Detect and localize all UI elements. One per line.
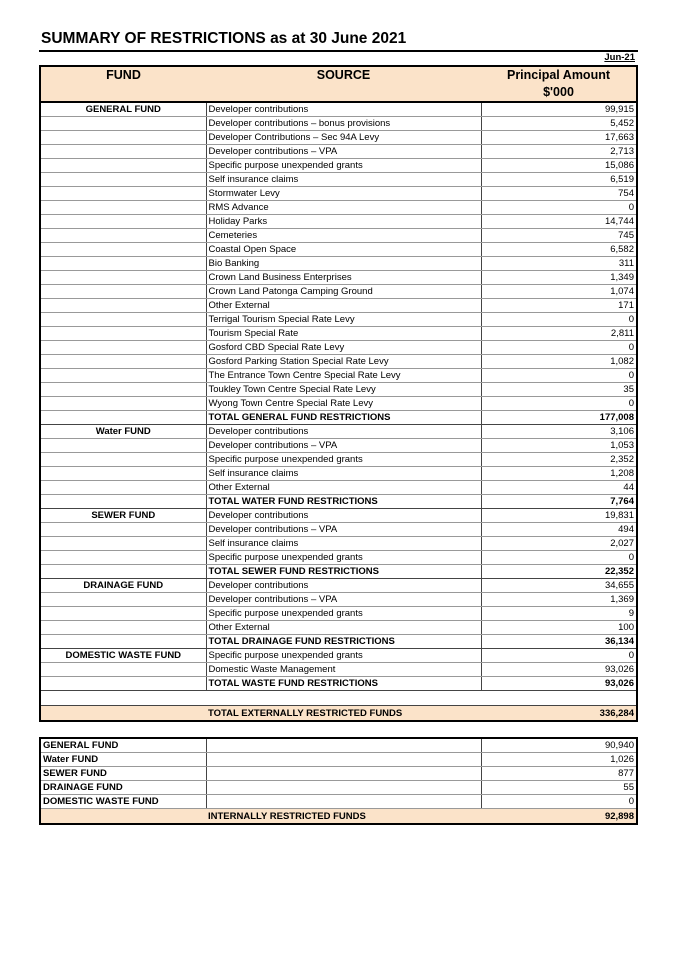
source-cell: Wyong Town Centre Special Rate Levy [206, 397, 481, 411]
total-amount: 177,008 [481, 411, 637, 425]
amount-cell: 99,915 [481, 102, 637, 117]
source-cell: Developer contributions [206, 579, 481, 593]
source-cell: Specific purpose unexpended grants [206, 453, 481, 467]
fund-cell [40, 215, 206, 229]
fund-cell [40, 607, 206, 621]
amount-cell: 93,026 [481, 663, 637, 677]
fund-cell [40, 551, 206, 565]
amount-cell: 2,811 [481, 327, 637, 341]
amount-cell: 1,349 [481, 271, 637, 285]
fund-total-row [40, 677, 637, 691]
total-label: TOTAL WASTE FUND RESTRICTIONS [206, 677, 481, 691]
empty-cell [206, 795, 481, 809]
table-row [40, 313, 637, 327]
source-cell: Bio Banking [206, 257, 481, 271]
table-row [40, 607, 637, 621]
table-row [40, 341, 637, 355]
table-row [40, 145, 637, 159]
table-row [40, 131, 637, 145]
amount-cell: 5,452 [481, 117, 637, 131]
source-cell: Specific purpose unexpended grants [206, 159, 481, 173]
amount-cell: 6,519 [481, 173, 637, 187]
empty-cell [206, 767, 481, 781]
source-cell: Self insurance claims [206, 173, 481, 187]
empty-cell [481, 691, 637, 706]
table-row [40, 551, 637, 565]
fund-cell [40, 565, 206, 579]
table-row [40, 738, 637, 753]
amount-cell: 494 [481, 523, 637, 537]
table-row [40, 425, 637, 439]
total-label: TOTAL SEWER FUND RESTRICTIONS [206, 565, 481, 579]
table-row [40, 453, 637, 467]
source-cell: Gosford Parking Station Special Rate Levy [206, 355, 481, 369]
empty-cell [40, 809, 206, 825]
table-row [40, 767, 637, 781]
amount-cell: 0 [481, 369, 637, 383]
source-cell: Crown Land Patonga Camping Ground [206, 285, 481, 299]
amount-cell: 0 [481, 795, 637, 809]
total-label: TOTAL DRAINAGE FUND RESTRICTIONS [206, 635, 481, 649]
amount-cell: 1,082 [481, 355, 637, 369]
table-row [40, 383, 637, 397]
amount-cell: 2,713 [481, 145, 637, 159]
source-cell: Developer contributions – VPA [206, 593, 481, 607]
amount-cell: 311 [481, 257, 637, 271]
total-amount: 36,134 [481, 635, 637, 649]
amount-cell: 6,582 [481, 243, 637, 257]
fund-cell: DOMESTIC WASTE FUND [40, 649, 206, 663]
fund-cell [40, 327, 206, 341]
table-row [40, 593, 637, 607]
source-cell: Developer contributions [206, 102, 481, 117]
fund-total-row [40, 495, 637, 509]
amount-cell: 2,352 [481, 453, 637, 467]
fund-cell [40, 537, 206, 551]
source-cell: Developer contributions – VPA [206, 523, 481, 537]
fund-cell [40, 299, 206, 313]
table-row [40, 299, 637, 313]
fund-cell [40, 453, 206, 467]
source-cell: Stormwater Levy [206, 187, 481, 201]
table-row [40, 481, 637, 495]
grand-total-amount: 336,284 [481, 706, 637, 722]
amount-cell: 0 [481, 551, 637, 565]
fund-header: FUND [40, 66, 206, 102]
source-cell: Coastal Open Space [206, 243, 481, 257]
source-cell: Developer contributions – VPA [206, 145, 481, 159]
table-row [40, 201, 637, 215]
external-restrictions-table [39, 65, 638, 722]
amount-cell: 17,663 [481, 131, 637, 145]
fund-cell [40, 593, 206, 607]
amount-cell: 1,369 [481, 593, 637, 607]
table-row [40, 795, 637, 809]
amount-cell: 100 [481, 621, 637, 635]
amount-cell: 9 [481, 607, 637, 621]
fund-cell: DOMESTIC WASTE FUND [40, 795, 206, 809]
table-row [40, 243, 637, 257]
fund-total-row [40, 411, 637, 425]
empty-cell [40, 691, 206, 706]
source-cell: Developer contributions [206, 509, 481, 523]
source-cell: Specific purpose unexpended grants [206, 649, 481, 663]
table-row [40, 187, 637, 201]
source-cell: Developer contributions – VPA [206, 439, 481, 453]
fund-cell [40, 285, 206, 299]
fund-cell [40, 439, 206, 453]
fund-cell [40, 257, 206, 271]
amount-header-line1: Principal Amount [506, 68, 610, 82]
source-cell: Specific purpose unexpended grants [206, 607, 481, 621]
fund-cell [40, 131, 206, 145]
table-row [40, 117, 637, 131]
source-cell: Other External [206, 621, 481, 635]
amount-cell: 55 [481, 781, 637, 795]
source-cell: Holiday Parks [206, 215, 481, 229]
fund-cell [40, 495, 206, 509]
total-label: TOTAL WATER FUND RESTRICTIONS [206, 495, 481, 509]
amount-cell: 1,026 [481, 753, 637, 767]
source-cell: Terrigal Tourism Special Rate Levy [206, 313, 481, 327]
fund-cell [40, 677, 206, 691]
table-row [40, 327, 637, 341]
empty-cell [206, 781, 481, 795]
external-restrictions-body [40, 102, 637, 721]
source-cell: Developer contributions [206, 425, 481, 439]
amount-cell: 877 [481, 767, 637, 781]
total-amount: 7,764 [481, 495, 637, 509]
amount-header [481, 66, 637, 102]
fund-cell: SEWER FUND [40, 509, 206, 523]
header-row [40, 66, 637, 102]
amount-cell: 745 [481, 229, 637, 243]
amount-cell: 35 [481, 383, 637, 397]
table-row [40, 439, 637, 453]
fund-cell: SEWER FUND [40, 767, 206, 781]
table-row [40, 355, 637, 369]
fund-total-row [40, 565, 637, 579]
fund-cell: GENERAL FUND [40, 738, 206, 753]
grand-total-label: INTERNALLY RESTRICTED FUNDS [206, 809, 481, 825]
total-label: TOTAL GENERAL FUND RESTRICTIONS [206, 411, 481, 425]
fund-cell [40, 369, 206, 383]
empty-cell [40, 706, 206, 722]
source-cell: Other External [206, 299, 481, 313]
table-row [40, 159, 637, 173]
table-row [40, 257, 637, 271]
empty-cell [206, 753, 481, 767]
table-row [40, 271, 637, 285]
fund-cell [40, 635, 206, 649]
amount-cell: 1,053 [481, 439, 637, 453]
empty-cell [206, 738, 481, 753]
amount-cell: 90,940 [481, 738, 637, 753]
source-cell: Gosford CBD Special Rate Levy [206, 341, 481, 355]
amount-cell: 1,074 [481, 285, 637, 299]
fund-cell [40, 159, 206, 173]
fund-cell: DRAINAGE FUND [40, 781, 206, 795]
table-row [40, 649, 637, 663]
amount-cell: 15,086 [481, 159, 637, 173]
internal-restrictions-table [39, 737, 638, 825]
fund-cell [40, 481, 206, 495]
source-cell: Cemeteries [206, 229, 481, 243]
fund-cell [40, 663, 206, 677]
fund-cell [40, 523, 206, 537]
table-row [40, 663, 637, 677]
table-row [40, 102, 637, 117]
source-cell: RMS Advance [206, 201, 481, 215]
table-row [40, 397, 637, 411]
fund-cell [40, 467, 206, 481]
table-row [40, 285, 637, 299]
table-row [40, 215, 637, 229]
fund-cell [40, 229, 206, 243]
fund-cell [40, 383, 206, 397]
source-cell: Specific purpose unexpended grants [206, 551, 481, 565]
grand-total-amount: 92,898 [481, 809, 637, 825]
amount-cell: 0 [481, 649, 637, 663]
fund-cell [40, 271, 206, 285]
fund-cell [40, 397, 206, 411]
source-header: SOURCE [206, 66, 481, 102]
amount-cell: 19,831 [481, 509, 637, 523]
amount-cell: 0 [481, 341, 637, 355]
page-title: SUMMARY OF RESTRICTIONS as at 30 June 2021 [41, 30, 407, 47]
fund-cell [40, 341, 206, 355]
fund-cell [40, 313, 206, 327]
amount-header-line2: $'000 [543, 85, 574, 99]
fund-cell: GENERAL FUND [40, 102, 206, 117]
table-row [40, 579, 637, 593]
fund-cell [40, 411, 206, 425]
source-cell: Self insurance claims [206, 537, 481, 551]
table-row [40, 781, 637, 795]
amount-cell: 754 [481, 187, 637, 201]
table-row [40, 229, 637, 243]
total-amount: 22,352 [481, 565, 637, 579]
source-cell: Crown Land Business Enterprises [206, 271, 481, 285]
total-amount: 93,026 [481, 677, 637, 691]
fund-cell [40, 117, 206, 131]
amount-cell: 34,655 [481, 579, 637, 593]
amount-cell: 171 [481, 299, 637, 313]
internal-grand-total-row [40, 809, 637, 825]
amount-cell: 3,106 [481, 425, 637, 439]
table-row [40, 523, 637, 537]
source-cell: Domestic Waste Management [206, 663, 481, 677]
amount-cell: 44 [481, 481, 637, 495]
table-row [40, 467, 637, 481]
internal-restrictions-body [40, 738, 637, 824]
source-cell: Tourism Special Rate [206, 327, 481, 341]
source-cell: Toukley Town Centre Special Rate Levy [206, 383, 481, 397]
table-row [40, 509, 637, 523]
table-row [40, 369, 637, 383]
table-row [40, 537, 637, 551]
source-cell: Other External [206, 481, 481, 495]
amount-cell: 0 [481, 313, 637, 327]
spacer-row [40, 691, 637, 706]
amount-cell: 1,208 [481, 467, 637, 481]
fund-cell [40, 173, 206, 187]
fund-cell [40, 355, 206, 369]
table-row [40, 173, 637, 187]
fund-cell: DRAINAGE FUND [40, 579, 206, 593]
external-grand-total-row [40, 706, 637, 722]
source-cell: Developer Contributions – Sec 94A Levy [206, 131, 481, 145]
period-label: Jun-21 [604, 52, 635, 63]
amount-cell: 2,027 [481, 537, 637, 551]
fund-cell [40, 187, 206, 201]
source-cell: Developer contributions – bonus provisions [206, 117, 481, 131]
amount-cell: 14,744 [481, 215, 637, 229]
fund-cell [40, 145, 206, 159]
source-cell: Self insurance claims [206, 467, 481, 481]
table-row [40, 753, 637, 767]
fund-cell [40, 201, 206, 215]
fund-cell: Water FUND [40, 753, 206, 767]
fund-cell [40, 243, 206, 257]
grand-total-label: TOTAL EXTERNALLY RESTRICTED FUNDS [206, 706, 481, 722]
amount-cell: 0 [481, 397, 637, 411]
fund-total-row [40, 635, 637, 649]
fund-cell [40, 621, 206, 635]
source-cell: The Entrance Town Centre Special Rate Levy [206, 369, 481, 383]
amount-cell: 0 [481, 201, 637, 215]
fund-cell: Water FUND [40, 425, 206, 439]
title-rule [39, 50, 638, 52]
empty-cell [206, 691, 481, 706]
table-row [40, 621, 637, 635]
